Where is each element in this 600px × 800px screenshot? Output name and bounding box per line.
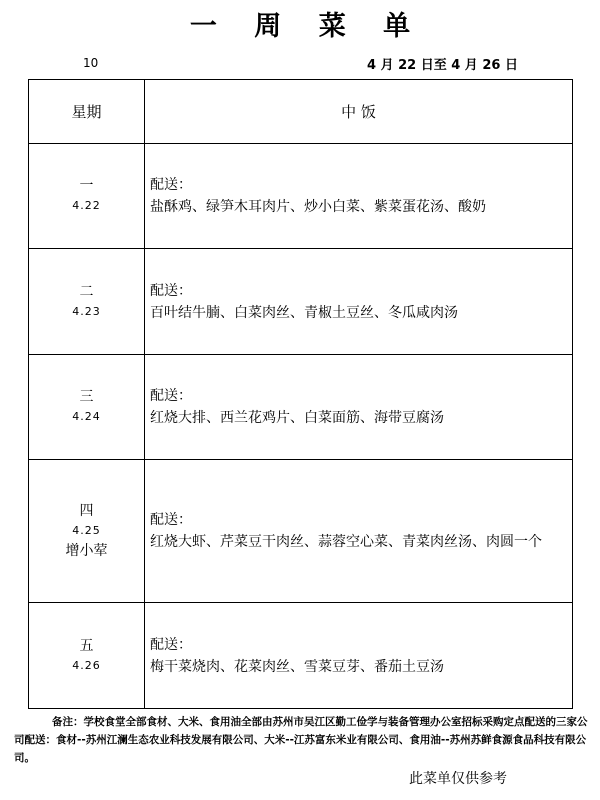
weekday: 五 <box>79 637 94 654</box>
week-number: 10 <box>83 56 99 70</box>
meal-cell <box>145 460 573 603</box>
date-range: 4 月 22 日至 4 月 26 日 <box>367 58 518 73</box>
extra-dish-note: 增小荤 <box>65 543 108 560</box>
reference-notice: 此菜单仅供参考 <box>409 771 507 787</box>
weekday: 一 <box>79 178 94 195</box>
day-cell <box>29 144 145 249</box>
table-row <box>29 603 573 709</box>
day-cell <box>29 603 145 709</box>
column-header-lunch: 中 饭 <box>145 80 573 144</box>
table-header-row <box>29 80 573 144</box>
dish-list: 红烧大虾、芹菜豆干肉丝、蒜蓉空心菜、青菜肉丝汤、肉圆一个 <box>150 534 542 551</box>
dish-list: 红烧大排、西兰花鸡片、白菜面筋、海带豆腐汤 <box>150 410 444 427</box>
delivery-label: 配送： <box>150 636 192 653</box>
page-title: 一 周 菜 单 <box>189 11 425 42</box>
table-row <box>29 144 573 249</box>
dish-list: 梅干菜烧肉、花菜肉丝、雪菜豆芽、番茄土豆汤 <box>150 658 444 675</box>
weekday: 二 <box>79 283 94 300</box>
day-date: 4.22 <box>72 199 101 213</box>
weekday: 三 <box>79 389 94 406</box>
day-date: 4.23 <box>72 304 101 318</box>
meal-cell <box>145 354 573 459</box>
dish-list: 盐酥鸡、绿笋木耳肉片、炒小白菜、紫菜蛋花汤、酸奶 <box>150 199 486 216</box>
table-row <box>29 249 573 354</box>
day-cell <box>29 354 145 459</box>
menu-table <box>28 79 573 709</box>
table-row <box>29 460 573 603</box>
meal-cell <box>145 249 573 354</box>
delivery-label: 配送： <box>150 282 192 299</box>
meal-cell <box>145 603 573 709</box>
weekday: 四 <box>79 503 94 520</box>
day-cell <box>29 460 145 603</box>
day-cell <box>29 249 145 354</box>
day-date: 4.25 <box>72 524 101 538</box>
meal-cell <box>145 144 573 249</box>
delivery-label: 配送： <box>150 388 192 405</box>
column-header-weekday: 星期 <box>29 80 145 144</box>
delivery-label: 配送： <box>150 512 192 529</box>
day-date: 4.26 <box>72 658 101 672</box>
day-date: 4.24 <box>72 410 101 424</box>
table-row <box>29 354 573 459</box>
footnote: 备注：学校食堂全部食材、大米、食用油全部由苏州市吴江区勤工俭学与装备管理办公室招标采购定点配送的三家公司配送：食材--苏州江澜生态农业科技发展有限公司、大米--江苏富东米业有限公司、食用油--苏州苏鲜食源食品科技有限公司。 <box>14 716 588 764</box>
delivery-label: 配送： <box>150 177 192 194</box>
dish-list: 百叶结牛腩、白菜肉丝、青椒土豆丝、冬瓜咸肉汤 <box>150 304 458 321</box>
